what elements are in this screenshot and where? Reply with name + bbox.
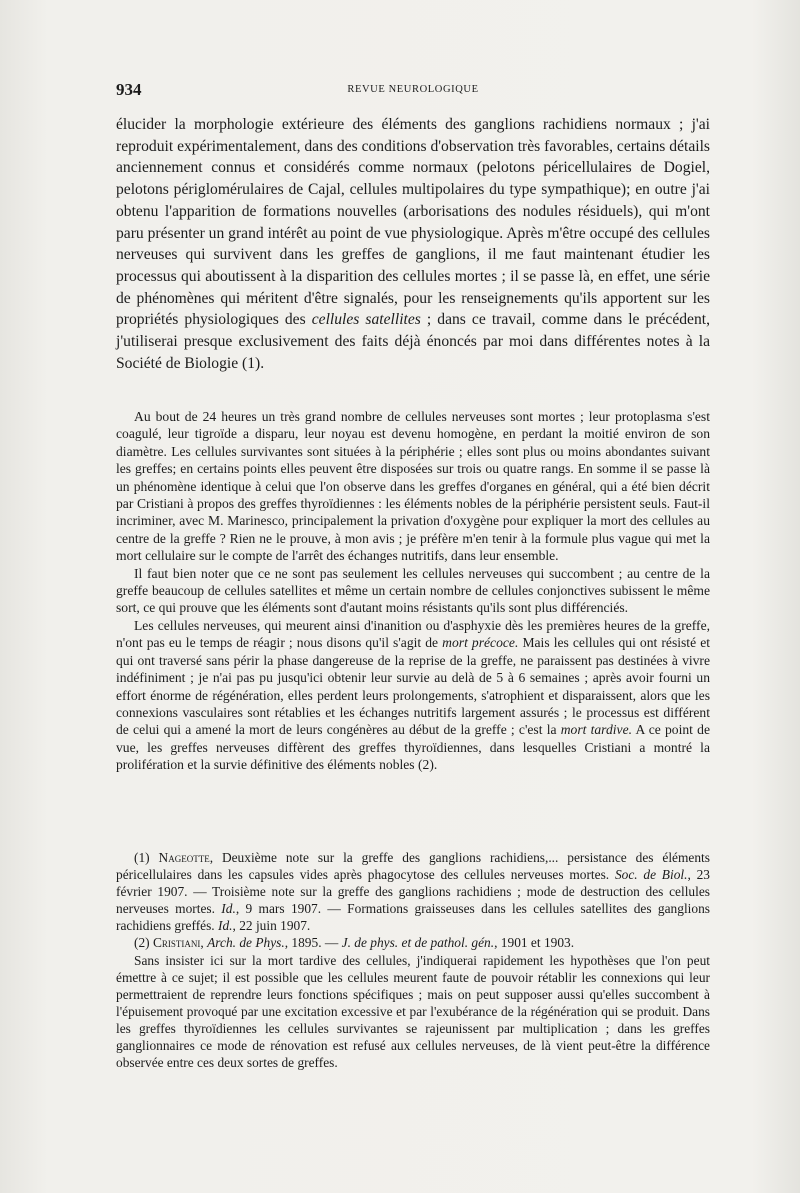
body-italic-term: cellules satellites: [311, 311, 421, 329]
text-span: ,: [200, 935, 208, 951]
text-span: , Deuxième note sur la greffe des ganglions rachidiens,... persistance des éléments péricellulaires dans les capsules vides après phagocytose des cellules nerveuses mortes.: [116, 850, 710, 883]
small-print-section: [116, 408, 710, 774]
small-print-paragraph-3: [116, 617, 710, 774]
italic-term: mort précoce.: [442, 635, 519, 651]
text-span: , 1895. —: [284, 935, 342, 951]
italic-ref: J. de phys. et de pathol. gén.: [341, 935, 495, 951]
small-print-paragraph-1: Au bout de 24 heures un très grand nombre de cellules nerveuses sont mortes ; leur protoplasma s'est coagulé, leur tigroïde a disparu, leur noyau est devenu homogène, en perdant la moitié environ de son diamètre. Les cellules survivantes sont situées à la périphérie ; elles sont plus ou moins abondantes suivant les greffes; en certains points elles peuvent être disposées sur trois ou quatre rangs. En somme il se passe là un phénomène identique à celui que l'on observe dans les greffes d'organes en général, qui a été bien décrit par Cristiani à propos des greffes thyroïdiennes : les éléments nobles de la périphérie persistent seuls. Faut-il incriminer, avec M. Marinesco, principalement la privation d'oxygène pour expliquer la mort des cellules au centre de la greffe ? Rien ne le prouve, à mon avis ; je préfère m'en tenir à la formule plus vague qui met la mort cellulaire sur le compte de l'arrêt des échanges nutritifs, dans leur ensemble.: [116, 409, 710, 564]
running-title: REVUE NEUROLOGIQUE: [347, 84, 479, 95]
footnote-marker: (1): [134, 850, 150, 865]
body-paragraph: [116, 114, 710, 374]
text-span: A ce point de vue, les greffes nerveuses diffèrent des greffes thyroïdiennes, dans lesquelles Cristiani a montré la prolifération et la survie définitive des éléments nobles (2).: [116, 722, 710, 773]
italic-ref: Id.: [221, 901, 236, 917]
footnotes: [116, 849, 710, 1071]
page-number: 934: [116, 80, 142, 99]
text-span: Mais les cellules qui ont résisté et qui ont traversé sans périr la phase dangereuse de la reprise de la greffe, ne paraissent pas destinées à vivre indéfiniment ; je n'ai pas pu jusqu'ici obtenir leur survie au delà de 5 à 6 semaines ; après avoir fourni un effort énorme de régénération, elles perdent leurs prolongements, s'atrophient et disparaissent, alors que les connexions vasculaires sont rétablies et les échanges nutritifs largement assurés ; le processus est différent de celui qui a amené la mort de leurs congénères au début de la greffe ; c'est la: [116, 635, 711, 738]
footnote-2: [116, 934, 710, 951]
italic-ref: Arch. de Phys.: [207, 935, 285, 951]
body-text-span: élucider la morphologie extérieure des éléments des ganglions rachidiens normaux ; j'ai reproduit expérimentalement, dans des conditions d'observation très favorables, certains détails anciennement connus et considérés comme normaux (pelotons péricellulaires de Dogiel, pelotons périglomérulaires de Cajal, cellules multipolaires du type sympathique); en outre j'ai obtenu l'apparition de formations nouvelles (arborisations des nodules résiduels), qui m'ont paru présenter un grand intérêt au point de vue physiologique. Après m'être occupé des cellules nerveuses qui survivent dans les greffes de ganglions, il me faut maintenant étudier les processus qui aboutissent à la disparition des cellules mortes ; il se passe là, en effet, une série de phénomènes qui méritent d'être signalés, pour les renseignements qu'ils apportent sur les propriétés physiologiques des: [116, 116, 710, 329]
text-span: , 23 février 1907. — Troisième note sur la greffe des ganglions rachidiens ; mode de destruction des cellules nerveuses mortes.: [116, 867, 710, 917]
italic-term: mort tardive.: [560, 722, 633, 738]
footnote-1: [116, 849, 710, 934]
small-print-paragraph-2: Il faut bien noter que ce ne sont pas seulement les cellules nerveuses qui succombent ; au centre de la greffe beaucoup de cellules satellites et même un certain nombre de cellules conjonctives subissent le même sort, ce qui prouve que les éléments sont d'autant moins résistants qu'ils sont plus différenciés.: [116, 565, 710, 616]
text-span: , 1901 et 1903.: [494, 935, 575, 951]
italic-ref: Id.: [218, 918, 233, 934]
footnote-continuation: Sans insister ici sur la mort tardive des cellules, j'indiquerai rapidement les hypothèses que l'on peut émettre à ce sujet; il est possible que les cellules meurent faute de pouvoir rétablir les connexions qui leur permettraient de reprendre leurs fonctions spécifiques ; mais on peut supposer aussi qu'elles succombent à l'épuisement provoqué par une excitation excessive et par l'exubérance de la régénération qui se produit. Dans les greffes thyroïdiennes les cellules survivantes se rajeunissent par multiplication ; dans les greffes ganglionnaires ce mode de rénovation est refusé aux cellules nerveuses, de là vient peut-être la différence observée entre ces deux sortes de greffes.: [116, 952, 710, 1071]
text-span: Les cellules nerveuses, qui meurent ainsi d'inanition ou d'asphyxie dès les premières heures de la greffe, n'ont pas eu le temps de réagir ; nous disons qu'il s'agit de: [116, 617, 710, 651]
body-text-span: ; dans ce travail, comme dans le précédent, j'utiliserai presque exclusivement des faits déjà énoncés par moi dans différentes notes à la Société de Biologie (1).: [116, 311, 710, 372]
page-header: [116, 80, 710, 104]
footnote-author: Cristiani: [152, 935, 201, 951]
italic-ref: Soc. de Biol.: [614, 867, 688, 883]
footnote-marker: (2): [134, 935, 150, 951]
footnote-author: Nageotte: [158, 850, 210, 865]
text-span: , 9 mars 1907. — Formations graisseuses dans les cellules satellites des ganglions rachidiens greffés.: [116, 901, 710, 934]
body-text: [116, 114, 710, 374]
text-span: , 22 juin 1907.: [232, 918, 311, 934]
